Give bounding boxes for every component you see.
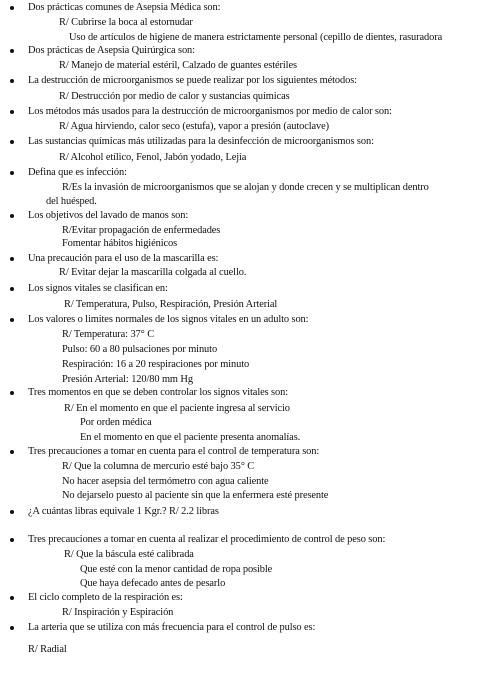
bullet-icon [10,6,14,10]
answer-text: R/ Evitar dejar la mascarilla colgada al cuello. [59,267,247,278]
answer-text: R/ En el momento en que el paciente ingresa al servicio [64,403,290,414]
answer-text: No hacer asepsia del termómetro con agua caliente [62,476,269,487]
bullet-icon [10,318,14,322]
answer-text: Respiración: 16 a 20 respiraciones por minuto [62,359,250,370]
question-text: Defina que es infección: [28,167,127,178]
answer-text: Presión Arterial: 120/80 mm Hg [62,374,193,385]
answer-text: Que esté con la menor cantidad de ropa posible [80,564,273,575]
question-text: La arteria que se utiliza con más frecuencia para el control de pulso es: [28,622,316,633]
answer-text: R/ Alcohol etílico, Fenol, Jabón yodado, Lejía [59,152,247,163]
answer-text: del huésped. [46,196,97,207]
question-text: Una precaución para el uso de la mascarilla es: [28,253,219,264]
bullet-icon [10,49,14,53]
bullet-icon [10,391,14,395]
answer-text: R/ Destrucción por medio de calor y sustancias químicas [59,91,290,102]
question-text: Los métodos más usados para la destrucción de microorganismos por medio de calor son: [28,106,392,117]
answer-text: Pulso: 60 a 80 pulsaciones por minuto [62,344,218,355]
answer-text: Por orden médica [80,417,152,428]
bullet-icon [10,171,14,175]
bullet-icon [10,626,14,630]
answer-text: No dejarselo puesto al paciente sin que la enfermera esté presente [62,490,329,501]
answer-text: R/ Cubrirse la boca al estornudar [59,17,193,28]
answer-text: En el momento en que el paciente presenta anomalías. [80,432,301,443]
question-text: El ciclo completo de la respiración es: [28,592,183,603]
answer-text: R/ Temperatura, Pulso, Respiración, Presión Arterial [64,299,278,310]
answer-text: R/Evitar propagación de enfermedades [62,225,221,236]
question-text: Dos prácticas comunes de Asepsia Médica son: [28,2,221,13]
answer-text: R/ Agua hirviendo, calor seco (estufa), vapor a presión (autoclave) [59,121,329,132]
bullet-icon [10,287,14,291]
answer-text: R/Es la invasión de microorganismos que se alojan y donde crecen y se multiplican dentro [62,182,429,193]
answer-text: R/ Que la columna de mercurio esté bajo 35° C [62,461,255,472]
question-text: La destrucción de microorganismos se puede realizar por los siguientes métodos: [28,75,357,86]
question-text: Tres precauciones a tomar en cuenta al realizar el procedimiento de control de peso son: [28,534,386,545]
bullet-icon [10,214,14,218]
question-text: Dos prácticas de Asepsia Quirúrgica son: [28,45,195,56]
answer-text: R/ Inspiración y Espiración [62,607,174,618]
answer-text: Uso de artículos de higiene de manera estrictamente personal (cepillo de dientes, rasuradora [69,32,443,43]
bullet-icon [10,257,14,261]
answer-text: R/ Manejo de material estéril, Calzado de guantes estériles [59,60,297,71]
question-text: Tres momentos en que se deben controlar los signos vitales son: [28,387,288,398]
bullet-icon [10,596,14,600]
question-text: ¿A cuántas libras equivale 1 Kgr.? R/ 2.2 libras [28,506,219,517]
bullet-icon [10,450,14,454]
question-text: Los valores o limites normales de los signos vitales en un adulto son: [28,314,309,325]
answer-text: Fomentar hábitos higiénicos [62,238,178,249]
answer-text: Que haya defecado antes de pesarlo [80,578,226,589]
question-text: Los objetivos del lavado de manos son: [28,210,189,221]
bullet-icon [10,110,14,114]
bullet-icon [10,140,14,144]
answer-text: R/ Que la báscula esté calibrada [64,549,194,560]
answer-text: R/ Radial [28,644,67,655]
question-text: Los signos vitales se clasifican en: [28,283,168,294]
question-text: Tres precauciones a tomar en cuenta para el control de temperatura son: [28,446,320,457]
answer-text: R/ Temperatura: 37° C [62,329,155,340]
question-text: Las sustancias químicas más utilizadas para la desinfección de microorganismos son: [28,136,374,147]
bullet-icon [10,79,14,83]
bullet-icon [10,538,14,542]
bullet-icon [10,510,14,514]
